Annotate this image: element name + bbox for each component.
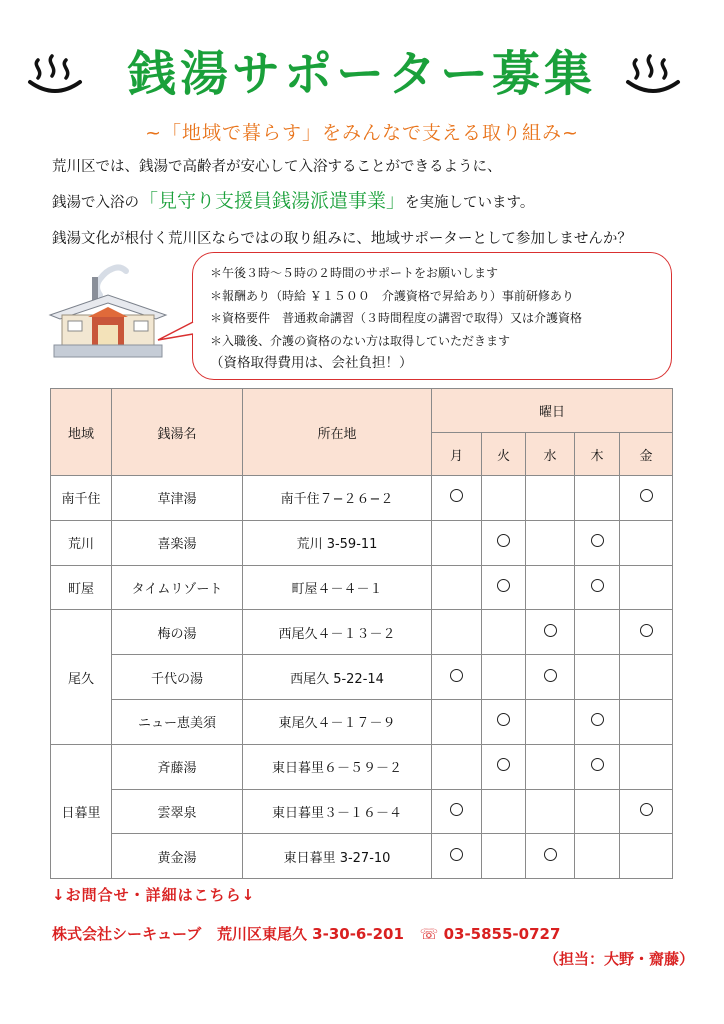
circle-mark-icon	[450, 669, 463, 682]
address-cell: 西尾久４－１３－２	[243, 610, 432, 655]
day-cell	[575, 565, 620, 610]
circle-mark-icon	[544, 669, 557, 682]
day-cell	[575, 789, 620, 834]
bathhouse-name-cell: 斉藤湯	[112, 744, 243, 789]
address-cell: 東日暮里３－１６－４	[243, 789, 432, 834]
day-cell	[482, 565, 526, 610]
day-cell	[482, 476, 526, 521]
day-cell	[620, 610, 673, 655]
circle-mark-icon	[544, 848, 557, 861]
day-cell	[620, 699, 673, 744]
day-cell	[620, 834, 673, 879]
day-cell	[432, 789, 482, 834]
area-cell: 荒川	[51, 520, 112, 565]
schedule-table	[50, 388, 673, 879]
day-cell	[575, 476, 620, 521]
day-cell	[432, 744, 482, 789]
table-row	[51, 610, 673, 655]
bathhouse-name-cell: 喜楽湯	[112, 520, 243, 565]
circle-mark-icon	[640, 489, 653, 502]
day-cell	[620, 476, 673, 521]
bathhouse-illustration	[48, 255, 168, 360]
page-subtitle: ~「地域で暮らす」をみんなで支える取り組み~	[145, 122, 579, 144]
circle-mark-icon	[497, 713, 510, 726]
bathhouse-name-cell: 黄金湯	[112, 834, 243, 879]
day-cell	[620, 520, 673, 565]
circle-mark-icon	[450, 803, 463, 816]
day-cell	[575, 520, 620, 565]
address-cell: 東日暮里 3-27-10	[243, 834, 432, 879]
table-row	[51, 699, 673, 744]
table-row	[51, 789, 673, 834]
day-cell	[526, 834, 575, 879]
table-row	[51, 655, 673, 700]
bathhouse-name-cell: 千代の湯	[112, 655, 243, 700]
page-title: 銭湯サポーター募集	[127, 46, 596, 102]
day-cell	[482, 655, 526, 700]
notice-item: ＊報酬あり（時給 ￥１５００ 介護資格で昇給あり）事前研修あり	[210, 288, 574, 303]
header-day-thu: 木	[575, 433, 620, 476]
circle-mark-icon	[450, 489, 463, 502]
header-area: 地域	[51, 389, 112, 476]
intro-line-3: 銭湯文化が根付く荒川区ならではの取り組みに、地域サポーターとして参加しませんか？	[52, 231, 632, 247]
header-day-wed: 水	[526, 433, 575, 476]
day-cell	[482, 699, 526, 744]
circle-mark-icon	[640, 624, 653, 637]
circle-mark-icon	[544, 624, 557, 637]
day-cell	[526, 520, 575, 565]
bathhouse-name-cell: ニュー恵美須	[112, 699, 243, 744]
day-cell	[526, 789, 575, 834]
notice-item: ＊資格要件 普通救命講習（３時間程度の講習で取得）又は介護資格	[210, 311, 583, 325]
bubble-tail	[156, 320, 196, 344]
day-cell	[620, 789, 673, 834]
day-cell	[575, 834, 620, 879]
header-day-tue: 火	[482, 433, 526, 476]
contact-heading: ↓お問合せ・詳細はこちら↓	[52, 886, 256, 904]
day-cell	[482, 789, 526, 834]
header-name: 銭湯名	[112, 389, 243, 476]
area-cell: 日暮里	[51, 744, 112, 878]
intro-line-2-post: を実施しています。	[405, 195, 535, 211]
circle-mark-icon	[497, 758, 510, 771]
area-cell: 尾久	[51, 610, 112, 744]
bathhouse-name-cell: 雲翠泉	[112, 789, 243, 834]
day-cell	[620, 744, 673, 789]
program-name: 「見守り支援員銭湯派遣事業」	[139, 190, 406, 212]
contact-person: （担当：大野・齋藤）	[543, 950, 694, 968]
address-cell: 東尾久４－１７－９	[243, 699, 432, 744]
address-cell: 荒川 3-59-11	[243, 520, 432, 565]
table-row	[51, 565, 673, 610]
address-cell: 西尾久 5-22-14	[243, 655, 432, 700]
notice-list	[210, 262, 582, 375]
day-cell	[620, 655, 673, 700]
company-address: 荒川区東尾久 3-30-6-201	[216, 925, 404, 943]
day-cell	[526, 655, 575, 700]
header-day-fri: 金	[620, 433, 673, 476]
address-cell: 南千住７−２６−２	[243, 476, 432, 521]
day-cell	[482, 610, 526, 655]
phone-icon: ☏	[419, 925, 439, 943]
circle-mark-icon	[640, 803, 653, 816]
day-cell	[432, 610, 482, 655]
header-address: 所在地	[243, 389, 432, 476]
day-cell	[526, 476, 575, 521]
bathhouse-name-cell: 梅の湯	[112, 610, 243, 655]
table-row	[51, 476, 673, 521]
day-cell	[432, 834, 482, 879]
day-cell	[432, 565, 482, 610]
circle-mark-icon	[591, 713, 604, 726]
circle-mark-icon	[450, 848, 463, 861]
notice-note: （資格取得費用は、会社負担！）	[210, 355, 413, 371]
day-cell	[432, 476, 482, 521]
phone-number: 03-5855-0727	[443, 925, 561, 943]
table-row	[51, 744, 673, 789]
area-cell: 南千住	[51, 476, 112, 521]
intro-line-1: 荒川区では、銭湯で高齢者が安心して入浴することができるように、	[52, 159, 502, 175]
circle-mark-icon	[591, 534, 604, 547]
bathhouse-name-cell: タイムリゾート	[112, 565, 243, 610]
day-cell	[432, 520, 482, 565]
day-cell	[526, 610, 575, 655]
circle-mark-icon	[591, 758, 604, 771]
day-cell	[432, 655, 482, 700]
table-row	[51, 834, 673, 879]
intro-line-2	[52, 190, 534, 214]
circle-mark-icon	[591, 579, 604, 592]
day-cell	[482, 520, 526, 565]
day-cell	[482, 834, 526, 879]
day-cell	[575, 655, 620, 700]
day-cell	[526, 565, 575, 610]
day-cell	[575, 699, 620, 744]
area-cell: 町屋	[51, 565, 112, 610]
bathhouse-name-cell: 草津湯	[112, 476, 243, 521]
day-cell	[432, 699, 482, 744]
day-cell	[575, 744, 620, 789]
intro-line-2-pre: 銭湯で入浴の	[52, 195, 139, 211]
day-cell	[526, 699, 575, 744]
contact-line	[52, 923, 560, 944]
day-cell	[482, 744, 526, 789]
header-day-mon: 月	[432, 433, 482, 476]
address-cell: 町屋４－４－１	[243, 565, 432, 610]
table-row	[51, 520, 673, 565]
circle-mark-icon	[497, 534, 510, 547]
day-cell	[575, 610, 620, 655]
day-cell	[526, 744, 575, 789]
company-name: 株式会社シーキューブ	[52, 925, 202, 943]
address-cell: 東日暮里６－５９－２	[243, 744, 432, 789]
notice-item: ＊入職後、介護の資格のない方は取得していただきます	[210, 333, 511, 348]
day-cell	[620, 565, 673, 610]
notice-item: ＊午後３時～５時の２時間のサポートをお願いします	[210, 266, 499, 280]
header-weekday: 曜日	[432, 389, 673, 433]
circle-mark-icon	[497, 579, 510, 592]
schedule-body	[51, 476, 673, 879]
